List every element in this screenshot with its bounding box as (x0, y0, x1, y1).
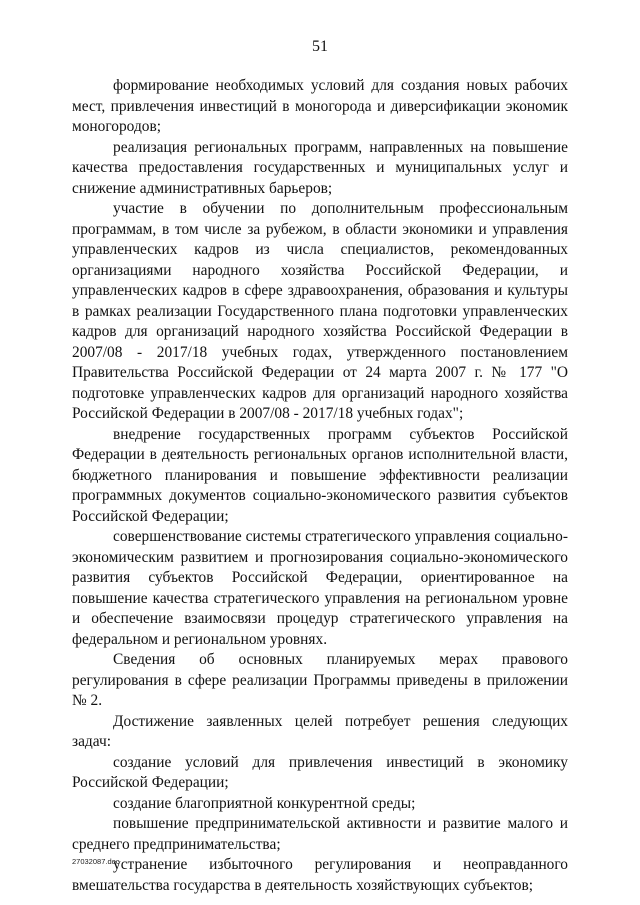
footer-doc-code: 27032087.doc (72, 857, 120, 866)
paragraph-task-regulation: устранение избыточного регулирования и неоправданного вмешательства государства в деятельность хозяйствующих субъектов; (72, 856, 568, 894)
paragraph-task-investments: создание условий для привлечения инвестиций в экономику Российской Федерации; (72, 753, 568, 791)
paragraph-state-programs: внедрение государственных программ субъектов Российской Федерации в деятельность региональных органов исполнительной власти, бюджетного планирования и повышение эффективности реализации программных документов социально-экономического развития субъектов Российской Федерации; (72, 425, 568, 525)
page-number: 51 (312, 38, 328, 55)
paragraph-strategic-management: совершенствование системы стратегического управления социально-экономическим развитием и прогнозирования социально-экономического развития субъектов Российской Федерации, ориентированное на повышение качества стратегического управления на региональном уровне и обеспечение взаимосвязи процедур стратегического управления на федеральном и региональном уровнях. (72, 528, 568, 648)
document-body (72, 76, 568, 896)
paragraph-legal-regulation: Сведения об основных планируемых мерах правового регулирования в сфере реализации Программы приведены в приложении № 2. (72, 651, 568, 709)
paragraph-training: участие в обучении по дополнительным профессиональным программам, в том числе за рубежом, в области экономики и управления управленческих кадров из числа специалистов, рекомендованных организациями народного хозяйства Российской Федерации, и управленческих кадров в сфере здравоохранения, образования и культуры в рамках реализации Государственного плана подготовки управленческих кадров для организаций народного хозяйства Российской Федерации в 2007/08 - 2017/18 учебных годах, утвержденного постановлением Правительства Российской Федерации от 24 марта 2007 г. № 177 "О подготовке управленческих кадров для организаций народного хозяйства Российской Федерации в 2007/08 - 2017/18 учебных годах"; (72, 200, 568, 422)
paragraph-task-entrepreneurship: повышение предпринимательской активности и развитие малого и среднего предпринимательства; (72, 815, 568, 853)
paragraph-regional-programs: реализация региональных программ, направленных на повышение качества предоставления государственных и муниципальных услуг и снижение административных барьеров; (72, 138, 568, 197)
paragraph-task-competition: создание благоприятной конкурентной среды; (113, 794, 416, 812)
paragraph-tasks-intro: Достижение заявленных целей потребует решения следующих задач: (72, 712, 568, 750)
paragraph-monotowns: формирование необходимых условий для создания новых рабочих мест, привлечения инвестиций в моногорода и диверсификации экономик моногородов; (72, 77, 568, 135)
